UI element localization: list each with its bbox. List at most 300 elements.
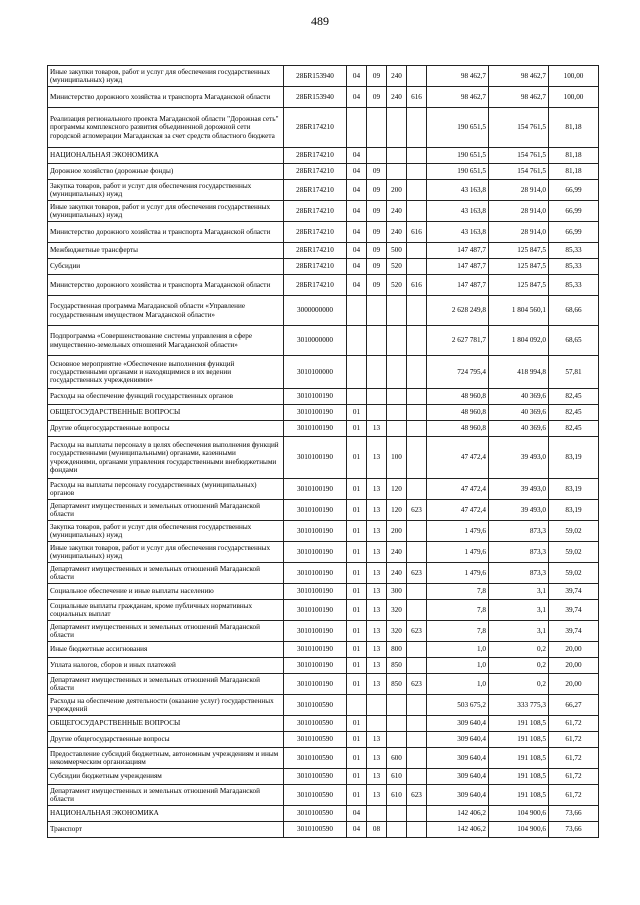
row-section: 01 — [347, 542, 367, 563]
row-code: 3010100590 — [284, 806, 347, 822]
row-actual-amount: 154 761,5 — [489, 108, 549, 148]
row-actual-amount: 0,2 — [489, 642, 549, 658]
row-subsection: 13 — [367, 785, 387, 806]
row-planned-amount: 48 960,8 — [427, 405, 489, 421]
row-percent: 82,45 — [549, 421, 599, 437]
row-subsection: 09 — [367, 66, 387, 87]
row-name: Иные бюджетные ассигнования — [48, 642, 284, 658]
row-expense-type: 100 — [387, 437, 407, 479]
row-subsection — [367, 296, 387, 326]
row-section: 01 — [347, 785, 367, 806]
row-subsection: 13 — [367, 642, 387, 658]
row-percent: 66,99 — [549, 180, 599, 201]
row-actual-amount: 1 804 560,1 — [489, 296, 549, 326]
row-code: 3010100190 — [284, 542, 347, 563]
row-code: 3010100590 — [284, 732, 347, 748]
row-subsection: 09 — [367, 222, 387, 243]
row-expense-type: 200 — [387, 521, 407, 542]
row-expense-type — [387, 822, 407, 838]
row-percent: 81,18 — [549, 164, 599, 180]
row-percent: 20,00 — [549, 674, 599, 695]
row-actual-amount: 873,3 — [489, 563, 549, 584]
row-administrator — [407, 695, 427, 716]
table-row — [48, 405, 599, 421]
row-administrator — [407, 259, 427, 275]
row-code: 3010100000 — [284, 356, 347, 389]
row-section: 04 — [347, 201, 367, 222]
row-actual-amount: 191 108,5 — [489, 785, 549, 806]
row-planned-amount: 1,0 — [427, 642, 489, 658]
row-section: 01 — [347, 421, 367, 437]
row-name: НАЦИОНАЛЬНАЯ ЭКОНОМИКА — [48, 806, 284, 822]
row-percent: 59,02 — [549, 521, 599, 542]
row-code: 3010100590 — [284, 716, 347, 732]
table-row — [48, 66, 599, 87]
row-name: Основное мероприятие «Обеспечение выполнения функций государственными органами и находящимися в их ведении государственных учреждениями» — [48, 356, 284, 389]
row-expense-type — [387, 405, 407, 421]
row-planned-amount: 309 640,4 — [427, 716, 489, 732]
row-percent: 82,45 — [549, 405, 599, 421]
row-code: 3010100190 — [284, 600, 347, 621]
row-percent: 73,66 — [549, 806, 599, 822]
row-expense-type: 320 — [387, 621, 407, 642]
row-percent: 61,72 — [549, 732, 599, 748]
row-name: Субсидии — [48, 259, 284, 275]
row-planned-amount: 48 960,8 — [427, 421, 489, 437]
row-expense-type: 800 — [387, 642, 407, 658]
row-percent: 81,18 — [549, 148, 599, 164]
row-actual-amount: 0,2 — [489, 674, 549, 695]
row-subsection: 13 — [367, 769, 387, 785]
row-section — [347, 326, 367, 356]
row-administrator — [407, 437, 427, 479]
row-administrator — [407, 732, 427, 748]
row-actual-amount: 191 108,5 — [489, 769, 549, 785]
row-administrator — [407, 542, 427, 563]
row-subsection — [367, 356, 387, 389]
row-name: Закупка товаров, работ и услуг для обеспечения государственных (муниципальных) нужд — [48, 521, 284, 542]
row-percent: 85,33 — [549, 243, 599, 259]
row-code: 3010100190 — [284, 405, 347, 421]
row-name: Подпрограмма «Совершенствование системы управления в сфере имущественно-земельных отношений Магаданской области» — [48, 326, 284, 356]
row-name: Иные закупки товаров, работ и услуг для обеспечения государственных (муниципальных) нужд — [48, 66, 284, 87]
table-row — [48, 356, 599, 389]
row-name: Социальные выплаты гражданам, кроме публичных нормативных социальных выплат — [48, 600, 284, 621]
row-percent: 66,27 — [549, 695, 599, 716]
row-planned-amount: 147 487,7 — [427, 243, 489, 259]
row-expense-type: 240 — [387, 66, 407, 87]
row-subsection — [367, 108, 387, 148]
row-administrator — [407, 148, 427, 164]
row-section: 04 — [347, 164, 367, 180]
row-actual-amount: 98 462,7 — [489, 87, 549, 108]
row-administrator — [407, 389, 427, 405]
row-planned-amount: 7,8 — [427, 600, 489, 621]
row-name: Департамент имущественных и земельных отношений Магаданской области — [48, 621, 284, 642]
row-planned-amount: 47 472,4 — [427, 479, 489, 500]
row-section: 01 — [347, 563, 367, 584]
row-code: 3010100190 — [284, 521, 347, 542]
row-name: Реализация регионального проекта Магаданской области "Дорожная сеть" программы комплексного развития объединенной дорожной сети городской агломерации Магаданская за счет средств областного бюджета — [48, 108, 284, 148]
row-subsection: 13 — [367, 421, 387, 437]
row-expense-type: 850 — [387, 658, 407, 674]
row-name: НАЦИОНАЛЬНАЯ ЭКОНОМИКА — [48, 148, 284, 164]
row-actual-amount: 104 900,6 — [489, 806, 549, 822]
row-section: 04 — [347, 822, 367, 838]
row-subsection: 13 — [367, 621, 387, 642]
table-row — [48, 243, 599, 259]
row-section: 01 — [347, 621, 367, 642]
row-administrator — [407, 521, 427, 542]
table-row — [48, 642, 599, 658]
row-percent: 39,74 — [549, 600, 599, 621]
row-section: 01 — [347, 674, 367, 695]
row-name: Департамент имущественных и земельных отношений Магаданской области — [48, 563, 284, 584]
row-name: Департамент имущественных и земельных отношений Магаданской области — [48, 500, 284, 521]
row-expense-type: 240 — [387, 563, 407, 584]
row-section: 01 — [347, 405, 367, 421]
row-percent: 39,74 — [549, 621, 599, 642]
row-code: 3010100190 — [284, 500, 347, 521]
row-administrator: 623 — [407, 674, 427, 695]
row-actual-amount: 154 761,5 — [489, 148, 549, 164]
row-name: Департамент имущественных и земельных отношений Магаданской области — [48, 674, 284, 695]
row-expense-type: 520 — [387, 259, 407, 275]
row-section — [347, 296, 367, 326]
row-section: 04 — [347, 806, 367, 822]
row-expense-type: 610 — [387, 769, 407, 785]
row-subsection: 09 — [367, 259, 387, 275]
row-planned-amount: 48 960,8 — [427, 389, 489, 405]
row-percent: 100,00 — [549, 66, 599, 87]
row-section: 01 — [347, 642, 367, 658]
row-percent: 61,72 — [549, 716, 599, 732]
row-percent: 66,99 — [549, 222, 599, 243]
row-percent: 100,00 — [549, 87, 599, 108]
row-actual-amount: 39 493,0 — [489, 437, 549, 479]
row-section — [347, 695, 367, 716]
row-name: Расходы на выплаты персоналу государственных (муниципальных) органов — [48, 479, 284, 500]
table-row — [48, 563, 599, 584]
table-row — [48, 500, 599, 521]
row-actual-amount: 40 369,6 — [489, 405, 549, 421]
row-administrator — [407, 326, 427, 356]
row-planned-amount: 190 651,5 — [427, 108, 489, 148]
row-planned-amount: 309 640,4 — [427, 732, 489, 748]
row-actual-amount: 39 493,0 — [489, 479, 549, 500]
row-subsection — [367, 716, 387, 732]
row-subsection: 09 — [367, 201, 387, 222]
table-row — [48, 296, 599, 326]
row-name: Министерство дорожного хозяйства и транспорта Магаданской области — [48, 222, 284, 243]
table-row — [48, 748, 599, 769]
table-row — [48, 87, 599, 108]
row-administrator — [407, 822, 427, 838]
row-actual-amount: 28 914,0 — [489, 201, 549, 222]
row-administrator — [407, 806, 427, 822]
row-actual-amount: 418 994,8 — [489, 356, 549, 389]
row-expense-type — [387, 356, 407, 389]
row-code: 28БR174210 — [284, 222, 347, 243]
row-code: 28БR174210 — [284, 243, 347, 259]
row-expense-type: 240 — [387, 201, 407, 222]
row-expense-type — [387, 421, 407, 437]
row-section — [347, 389, 367, 405]
row-subsection — [367, 806, 387, 822]
row-section: 04 — [347, 87, 367, 108]
row-section: 01 — [347, 716, 367, 732]
table-row — [48, 201, 599, 222]
row-percent: 61,72 — [549, 769, 599, 785]
row-actual-amount: 3,1 — [489, 600, 549, 621]
row-subsection: 13 — [367, 600, 387, 621]
row-section: 01 — [347, 600, 367, 621]
row-administrator — [407, 769, 427, 785]
row-actual-amount: 125 847,5 — [489, 243, 549, 259]
row-name: Дорожное хозяйство (дорожные фонды) — [48, 164, 284, 180]
row-actual-amount: 40 369,6 — [489, 389, 549, 405]
table-row — [48, 259, 599, 275]
row-name: Расходы на обеспечение функций государственных органов — [48, 389, 284, 405]
row-administrator: 623 — [407, 785, 427, 806]
row-planned-amount: 43 163,8 — [427, 222, 489, 243]
row-name: Уплата налогов, сборов и иных платежей — [48, 658, 284, 674]
row-name: Расходы на выплаты персоналу в целях обеспечения выполнения функций государственными (муниципальными) органами, казенными учреждениями, органами управления государственными внебюджетными фондами — [48, 437, 284, 479]
row-percent: 68,65 — [549, 326, 599, 356]
table-row — [48, 326, 599, 356]
row-administrator — [407, 748, 427, 769]
row-code: 28БR174210 — [284, 148, 347, 164]
row-name: Транспорт — [48, 822, 284, 838]
row-subsection — [367, 389, 387, 405]
table-row — [48, 521, 599, 542]
row-administrator — [407, 716, 427, 732]
row-code: 3010100190 — [284, 674, 347, 695]
row-planned-amount: 190 651,5 — [427, 148, 489, 164]
row-planned-amount: 309 640,4 — [427, 748, 489, 769]
row-subsection: 13 — [367, 658, 387, 674]
row-code: 28БR174210 — [284, 164, 347, 180]
row-name: Субсидии бюджетным учреждениям — [48, 769, 284, 785]
row-actual-amount: 333 775,3 — [489, 695, 549, 716]
row-expense-type — [387, 732, 407, 748]
table-row — [48, 822, 599, 838]
row-administrator — [407, 296, 427, 326]
row-planned-amount: 1 479,6 — [427, 563, 489, 584]
table-row — [48, 389, 599, 405]
row-percent: 85,33 — [549, 275, 599, 296]
row-percent: 66,99 — [549, 201, 599, 222]
table-row — [48, 658, 599, 674]
row-actual-amount: 28 914,0 — [489, 180, 549, 201]
row-expense-type — [387, 695, 407, 716]
row-actual-amount: 191 108,5 — [489, 748, 549, 769]
table-row — [48, 148, 599, 164]
row-planned-amount: 1,0 — [427, 674, 489, 695]
row-administrator: 616 — [407, 87, 427, 108]
row-planned-amount: 43 163,8 — [427, 201, 489, 222]
row-actual-amount: 3,1 — [489, 584, 549, 600]
table-row — [48, 621, 599, 642]
row-name: Министерство дорожного хозяйства и транспорта Магаданской области — [48, 87, 284, 108]
row-percent: 20,00 — [549, 658, 599, 674]
row-expense-type — [387, 108, 407, 148]
row-planned-amount: 147 487,7 — [427, 259, 489, 275]
row-percent: 82,45 — [549, 389, 599, 405]
row-administrator — [407, 421, 427, 437]
row-code: 28БR174210 — [284, 259, 347, 275]
row-section: 01 — [347, 479, 367, 500]
row-expense-type: 120 — [387, 479, 407, 500]
row-code: 3010100190 — [284, 642, 347, 658]
row-name: Другие общегосударственные вопросы — [48, 421, 284, 437]
row-percent: 83,19 — [549, 479, 599, 500]
row-administrator — [407, 108, 427, 148]
row-planned-amount: 1 479,6 — [427, 521, 489, 542]
row-subsection — [367, 695, 387, 716]
row-code: 3010100590 — [284, 822, 347, 838]
row-administrator — [407, 356, 427, 389]
row-expense-type — [387, 164, 407, 180]
row-percent: 85,33 — [549, 259, 599, 275]
row-expense-type: 240 — [387, 87, 407, 108]
row-code: 3010100190 — [284, 658, 347, 674]
row-administrator — [407, 66, 427, 87]
row-code: 3010100190 — [284, 621, 347, 642]
table-row — [48, 769, 599, 785]
row-subsection: 09 — [367, 243, 387, 259]
row-planned-amount: 309 640,4 — [427, 785, 489, 806]
row-planned-amount: 503 675,2 — [427, 695, 489, 716]
row-expense-type: 240 — [387, 222, 407, 243]
table-row — [48, 479, 599, 500]
row-code: 3010100190 — [284, 421, 347, 437]
row-planned-amount: 1 479,6 — [427, 542, 489, 563]
table-row — [48, 584, 599, 600]
row-planned-amount: 7,8 — [427, 621, 489, 642]
table-row — [48, 180, 599, 201]
row-subsection: 13 — [367, 542, 387, 563]
row-actual-amount: 873,3 — [489, 542, 549, 563]
table-row — [48, 542, 599, 563]
row-section: 01 — [347, 769, 367, 785]
page-number: 489 — [311, 14, 329, 28]
row-actual-amount: 3,1 — [489, 621, 549, 642]
row-expense-type: 500 — [387, 243, 407, 259]
row-actual-amount: 40 369,6 — [489, 421, 549, 437]
row-expense-type — [387, 296, 407, 326]
table-row — [48, 108, 599, 148]
row-code: 3010100190 — [284, 563, 347, 584]
row-code: 28БR174210 — [284, 108, 347, 148]
row-section: 04 — [347, 180, 367, 201]
row-subsection: 08 — [367, 822, 387, 838]
row-administrator: 616 — [407, 222, 427, 243]
row-planned-amount: 1,0 — [427, 658, 489, 674]
row-section: 01 — [347, 748, 367, 769]
row-administrator — [407, 642, 427, 658]
row-actual-amount: 39 493,0 — [489, 500, 549, 521]
row-code: 3010100590 — [284, 748, 347, 769]
row-percent: 83,19 — [549, 437, 599, 479]
row-code: 3010100190 — [284, 584, 347, 600]
row-planned-amount: 98 462,7 — [427, 66, 489, 87]
row-name: Государственная программа Магаданской области «Управление государственным имуществом Магаданской области» — [48, 296, 284, 326]
row-expense-type: 610 — [387, 785, 407, 806]
row-administrator — [407, 164, 427, 180]
row-expense-type: 320 — [387, 600, 407, 621]
row-name: Министерство дорожного хозяйства и транспорта Магаданской области — [48, 275, 284, 296]
row-section: 01 — [347, 584, 367, 600]
row-code: 3010100190 — [284, 437, 347, 479]
row-subsection: 13 — [367, 521, 387, 542]
row-actual-amount: 1 804 092,0 — [489, 326, 549, 356]
row-name: ОБЩЕГОСУДАРСТВЕННЫЕ ВОПРОСЫ — [48, 716, 284, 732]
row-actual-amount: 125 847,5 — [489, 259, 549, 275]
row-expense-type: 850 — [387, 674, 407, 695]
row-actual-amount: 125 847,5 — [489, 275, 549, 296]
table-row — [48, 222, 599, 243]
row-section: 04 — [347, 66, 367, 87]
row-planned-amount: 309 640,4 — [427, 769, 489, 785]
row-planned-amount: 147 487,7 — [427, 275, 489, 296]
row-subsection: 09 — [367, 275, 387, 296]
row-name: Другие общегосударственные вопросы — [48, 732, 284, 748]
row-percent: 20,00 — [549, 642, 599, 658]
row-planned-amount: 47 472,4 — [427, 437, 489, 479]
row-section — [347, 108, 367, 148]
row-subsection: 13 — [367, 584, 387, 600]
row-expense-type: 300 — [387, 584, 407, 600]
row-section — [347, 356, 367, 389]
row-percent: 81,18 — [549, 108, 599, 148]
row-percent: 68,66 — [549, 296, 599, 326]
row-subsection: 09 — [367, 87, 387, 108]
row-name: Департамент имущественных и земельных отношений Магаданской области — [48, 785, 284, 806]
row-name: Иные закупки товаров, работ и услуг для обеспечения государственных (муниципальных) нужд — [48, 201, 284, 222]
row-name: Межбюджетные трансферты — [48, 243, 284, 259]
row-actual-amount: 104 900,6 — [489, 822, 549, 838]
row-planned-amount: 43 163,8 — [427, 180, 489, 201]
row-code: 3010100590 — [284, 785, 347, 806]
table-row — [48, 732, 599, 748]
row-actual-amount: 873,3 — [489, 521, 549, 542]
budget-table — [47, 65, 599, 838]
table-row — [48, 164, 599, 180]
row-subsection: 13 — [367, 674, 387, 695]
row-code: 28БR153940 — [284, 66, 347, 87]
row-code: 28БR174210 — [284, 180, 347, 201]
row-percent: 61,72 — [549, 785, 599, 806]
row-administrator — [407, 479, 427, 500]
row-code: 3010100190 — [284, 479, 347, 500]
row-expense-type — [387, 326, 407, 356]
row-administrator — [407, 405, 427, 421]
row-section: 01 — [347, 437, 367, 479]
row-planned-amount: 142 406,2 — [427, 822, 489, 838]
row-subsection: 13 — [367, 479, 387, 500]
row-actual-amount: 191 108,5 — [489, 732, 549, 748]
row-planned-amount: 142 406,2 — [427, 806, 489, 822]
row-administrator: 623 — [407, 621, 427, 642]
table-row — [48, 695, 599, 716]
row-name: Иные закупки товаров, работ и услуг для обеспечения государственных (муниципальных) нужд — [48, 542, 284, 563]
row-expense-type: 200 — [387, 180, 407, 201]
row-code: 3000000000 — [284, 296, 347, 326]
row-code: 3010100590 — [284, 695, 347, 716]
row-expense-type: 520 — [387, 275, 407, 296]
row-percent: 39,74 — [549, 584, 599, 600]
